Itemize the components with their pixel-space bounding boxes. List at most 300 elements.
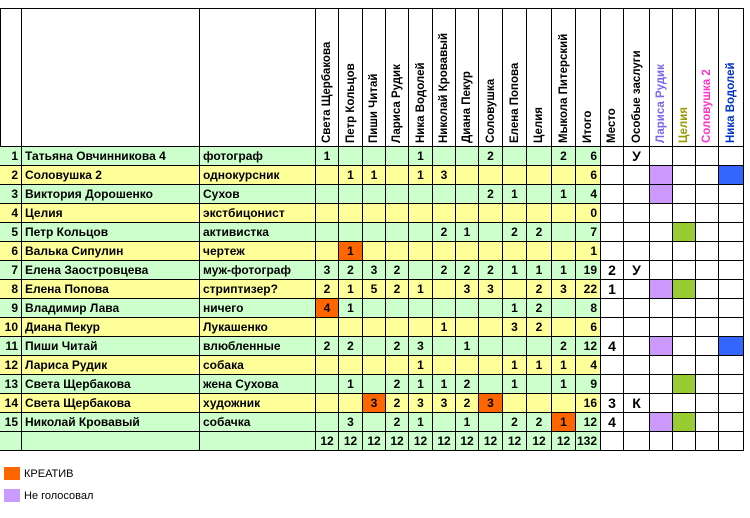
column-header-label: Света Щербакова: [321, 41, 333, 143]
vote-cell: [363, 299, 386, 318]
vote-cell: [527, 185, 552, 204]
total-cell: 19: [576, 261, 601, 280]
row-number: 3: [0, 185, 22, 204]
special-cell: [624, 413, 650, 432]
vote-cell: 1: [527, 356, 552, 375]
vote-cell: [503, 337, 527, 356]
vote-cell: [363, 185, 386, 204]
extra-mark-cell: [650, 242, 673, 261]
extra-mark-cell: [650, 337, 673, 356]
place-cell: [601, 147, 624, 166]
author-name: Елена Заостровцева: [22, 261, 200, 280]
column-header-label: Николай Кровавый: [438, 32, 450, 143]
extra-mark-cell: [673, 223, 696, 242]
extra-mark-cell: [650, 166, 673, 185]
totals-blank-cell: [0, 432, 22, 451]
work-title: фотограф: [200, 147, 316, 166]
work-title: экстбицонист: [200, 204, 316, 223]
author-name: Целия: [22, 204, 200, 223]
vote-cell: 3: [363, 261, 386, 280]
vote-cell: 1: [339, 280, 363, 299]
author-name: Елена Попова: [22, 280, 200, 299]
extra-mark-cell: [696, 394, 719, 413]
extra-mark-cell: [719, 356, 744, 375]
extra-mark-cell: [673, 337, 696, 356]
row-number: 7: [0, 261, 22, 280]
extra-mark-cell: [696, 166, 719, 185]
column-header-extra: [673, 8, 696, 147]
extra-mark-cell: [719, 375, 744, 394]
vote-cell: [433, 185, 456, 204]
row-number: 4: [0, 204, 22, 223]
legend-label: КРЕАТИВ: [24, 467, 74, 480]
vote-cell: [479, 223, 503, 242]
column-header-label: Ника Водолей: [725, 62, 737, 143]
column-total: 12: [503, 432, 527, 451]
column-header-label: Особые заслуги: [630, 50, 643, 143]
vote-cell: [339, 204, 363, 223]
vote-cell: [316, 223, 339, 242]
vote-cell: [339, 356, 363, 375]
column-header-voter: [479, 8, 503, 147]
column-header-label: Место: [606, 108, 618, 143]
column-header-label: Лариса Рудик: [391, 64, 403, 143]
row-number: 14: [0, 394, 22, 413]
row-number: 13: [0, 375, 22, 394]
header-blank-cell: [22, 8, 200, 147]
place-cell: [601, 299, 624, 318]
vote-cell: 1: [363, 166, 386, 185]
work-title: художник: [200, 394, 316, 413]
extra-mark-cell: [696, 223, 719, 242]
vote-cell: [433, 299, 456, 318]
place-cell: 2: [601, 261, 624, 280]
vote-cell: [552, 242, 576, 261]
extra-mark-cell: [719, 185, 744, 204]
vote-cell: 3: [479, 394, 503, 413]
special-cell: К: [624, 394, 650, 413]
vote-cell: [339, 394, 363, 413]
extra-mark-cell: [650, 299, 673, 318]
author-name: Пиши Читай: [22, 337, 200, 356]
vote-cell: [527, 242, 552, 261]
vote-cell: [339, 223, 363, 242]
legend-swatch: [4, 467, 20, 480]
vote-cell: 1: [433, 318, 456, 337]
vote-cell: [386, 242, 409, 261]
vote-cell: 2: [433, 261, 456, 280]
vote-cell: 2: [386, 413, 409, 432]
vote-cell: [386, 185, 409, 204]
work-title: Лукашенко: [200, 318, 316, 337]
work-title: ничего: [200, 299, 316, 318]
total-cell: 1: [576, 242, 601, 261]
vote-cell: [552, 299, 576, 318]
vote-cell: [433, 204, 456, 223]
extra-mark-cell: [673, 166, 696, 185]
column-header-total: [576, 8, 601, 147]
column-header-voter: [339, 8, 363, 147]
total-cell: 6: [576, 147, 601, 166]
vote-cell: [386, 356, 409, 375]
total-cell: 4: [576, 356, 601, 375]
vote-cell: 2: [479, 147, 503, 166]
vote-cell: [479, 242, 503, 261]
vote-cell: 1: [503, 261, 527, 280]
vote-cell: 1: [527, 261, 552, 280]
column-total: 12: [316, 432, 339, 451]
vote-cell: [552, 166, 576, 185]
column-header-voter: [552, 8, 576, 147]
vote-cell: 3: [456, 280, 479, 299]
row-number: 2: [0, 166, 22, 185]
column-header-voter: [433, 8, 456, 147]
author-name: Валька Сипулин: [22, 242, 200, 261]
vote-cell: [339, 318, 363, 337]
place-cell: [601, 318, 624, 337]
totals-blank-cell: [673, 432, 696, 451]
extra-mark-cell: [696, 280, 719, 299]
vote-cell: [527, 166, 552, 185]
vote-cell: [479, 356, 503, 375]
vote-cell: 2: [386, 394, 409, 413]
column-header-voter: [316, 8, 339, 147]
vote-cell: [363, 147, 386, 166]
extra-mark-cell: [650, 280, 673, 299]
special-cell: [624, 299, 650, 318]
column-header-voter: [409, 8, 433, 147]
vote-cell: [456, 147, 479, 166]
vote-cell: [503, 280, 527, 299]
extra-mark-cell: [719, 337, 744, 356]
extra-mark-cell: [650, 223, 673, 242]
total-cell: 12: [576, 337, 601, 356]
column-header-label: Мыкола Питерский: [557, 33, 570, 143]
column-total: 12: [363, 432, 386, 451]
vote-cell: 3: [503, 318, 527, 337]
total-cell: 4: [576, 185, 601, 204]
totals-blank-cell: [719, 432, 744, 451]
work-title: собака: [200, 356, 316, 375]
vote-cell: 1: [409, 280, 433, 299]
row-number: 10: [0, 318, 22, 337]
vote-cell: 2: [552, 337, 576, 356]
row-number: 6: [0, 242, 22, 261]
vote-cell: [456, 242, 479, 261]
vote-cell: 3: [433, 166, 456, 185]
vote-cell: [363, 204, 386, 223]
place-cell: 4: [601, 413, 624, 432]
column-header-place: [601, 8, 624, 147]
vote-cell: [363, 223, 386, 242]
vote-cell: 3: [339, 413, 363, 432]
totals-blank-cell: [22, 432, 200, 451]
vote-cell: 2: [386, 375, 409, 394]
extra-mark-cell: [719, 147, 744, 166]
row-number: 1: [0, 147, 22, 166]
extra-mark-cell: [673, 318, 696, 337]
vote-cell: [409, 242, 433, 261]
vote-cell: [527, 375, 552, 394]
extra-mark-cell: [673, 375, 696, 394]
vote-cell: [433, 147, 456, 166]
place-cell: [601, 223, 624, 242]
row-number: 5: [0, 223, 22, 242]
total-cell: 6: [576, 166, 601, 185]
legend-item: [4, 489, 93, 502]
extra-mark-cell: [696, 299, 719, 318]
extra-mark-cell: [719, 242, 744, 261]
vote-cell: 3: [316, 261, 339, 280]
work-title: однокурсник: [200, 166, 316, 185]
special-cell: У: [624, 261, 650, 280]
vote-cell: [456, 356, 479, 375]
vote-cell: [456, 204, 479, 223]
extra-mark-cell: [650, 375, 673, 394]
author-name: Диана Пекур: [22, 318, 200, 337]
total-cell: 16: [576, 394, 601, 413]
vote-cell: [479, 166, 503, 185]
extra-mark-cell: [650, 413, 673, 432]
vote-cell: 1: [503, 356, 527, 375]
column-header-label: Елена Попова: [508, 62, 521, 143]
column-header-extra: [650, 8, 673, 147]
vote-cell: [503, 147, 527, 166]
extra-mark-cell: [650, 394, 673, 413]
work-title: Сухов: [200, 185, 316, 204]
place-cell: [601, 185, 624, 204]
special-cell: [624, 318, 650, 337]
totals-blank-cell: [624, 432, 650, 451]
vote-cell: 1: [552, 261, 576, 280]
vote-cell: 1: [316, 147, 339, 166]
vote-cell: 3: [363, 394, 386, 413]
vote-cell: 1: [552, 413, 576, 432]
vote-cell: [363, 356, 386, 375]
vote-cell: [456, 299, 479, 318]
extra-mark-cell: [696, 413, 719, 432]
vote-cell: [316, 413, 339, 432]
grand-total: 132: [576, 432, 601, 451]
vote-cell: 2: [339, 261, 363, 280]
vote-cell: [503, 204, 527, 223]
vote-cell: [409, 299, 433, 318]
vote-cell: [363, 318, 386, 337]
vote-cell: 2: [527, 413, 552, 432]
vote-cell: 2: [456, 394, 479, 413]
vote-cell: [316, 185, 339, 204]
vote-cell: [479, 299, 503, 318]
extra-mark-cell: [719, 299, 744, 318]
column-total: 12: [527, 432, 552, 451]
special-cell: [624, 375, 650, 394]
vote-cell: 2: [456, 375, 479, 394]
author-name: Соловушка 2: [22, 166, 200, 185]
special-cell: [624, 166, 650, 185]
column-total: 12: [433, 432, 456, 451]
column-header-label: Ника Водолей: [414, 62, 427, 143]
author-name: Лариса Рудик: [22, 356, 200, 375]
vote-cell: [409, 223, 433, 242]
extra-mark-cell: [650, 356, 673, 375]
extra-mark-cell: [673, 147, 696, 166]
vote-cell: [433, 242, 456, 261]
vote-cell: [456, 166, 479, 185]
vote-cell: [479, 337, 503, 356]
place-cell: [601, 166, 624, 185]
work-title: стриптизер?: [200, 280, 316, 299]
vote-cell: [316, 242, 339, 261]
special-cell: [624, 223, 650, 242]
vote-cell: 1: [409, 413, 433, 432]
vote-cell: 2: [552, 147, 576, 166]
row-number: 8: [0, 280, 22, 299]
vote-cell: 2: [527, 318, 552, 337]
extra-mark-cell: [719, 261, 744, 280]
row-number: 9: [0, 299, 22, 318]
work-title: чертеж: [200, 242, 316, 261]
vote-cell: 2: [386, 261, 409, 280]
author-name: Света Щербакова: [22, 375, 200, 394]
extra-mark-cell: [650, 147, 673, 166]
vote-cell: 2: [456, 261, 479, 280]
extra-mark-cell: [696, 356, 719, 375]
special-cell: [624, 356, 650, 375]
extra-mark-cell: [719, 223, 744, 242]
vote-cell: [433, 280, 456, 299]
extra-mark-cell: [673, 413, 696, 432]
vote-cell: [316, 394, 339, 413]
extra-mark-cell: [673, 185, 696, 204]
totals-blank-cell: [696, 432, 719, 451]
vote-cell: 2: [386, 280, 409, 299]
vote-cell: [386, 204, 409, 223]
column-total: 12: [552, 432, 576, 451]
column-header-extra: [696, 8, 719, 147]
column-header-label: Пиши Читай: [368, 73, 380, 143]
row-number: 11: [0, 337, 22, 356]
total-cell: 7: [576, 223, 601, 242]
vote-cell: [503, 394, 527, 413]
vote-cell: 1: [503, 185, 527, 204]
vote-cell: 1: [339, 299, 363, 318]
column-total: 12: [409, 432, 433, 451]
column-total: 12: [456, 432, 479, 451]
vote-cell: [527, 147, 552, 166]
column-header-voter: [363, 8, 386, 147]
author-name: Татьяна Овчинникова 4: [22, 147, 200, 166]
vote-cell: [552, 318, 576, 337]
vote-cell: 2: [503, 223, 527, 242]
header-blank-cell: [200, 8, 316, 147]
vote-cell: 1: [409, 356, 433, 375]
column-total: 12: [339, 432, 363, 451]
vote-cell: [552, 204, 576, 223]
totals-blank-cell: [200, 432, 316, 451]
column-header-label: Итого: [582, 110, 594, 143]
place-cell: 3: [601, 394, 624, 413]
vote-cell: [527, 394, 552, 413]
extra-mark-cell: [696, 204, 719, 223]
vote-cell: 2: [386, 337, 409, 356]
vote-cell: 1: [409, 166, 433, 185]
vote-cell: 1: [503, 299, 527, 318]
vote-cell: [433, 356, 456, 375]
vote-cell: [316, 204, 339, 223]
author-name: Петр Кольцов: [22, 223, 200, 242]
vote-cell: [456, 318, 479, 337]
column-header-label: Соловушка 2: [701, 69, 713, 143]
extra-mark-cell: [696, 261, 719, 280]
extra-mark-cell: [719, 204, 744, 223]
header-blank-cell: [0, 8, 22, 147]
totals-blank-cell: [601, 432, 624, 451]
column-header-label: Целия: [678, 106, 690, 143]
column-total: 12: [386, 432, 409, 451]
work-title: муж-фотограф: [200, 261, 316, 280]
vote-cell: 1: [552, 375, 576, 394]
special-cell: [624, 337, 650, 356]
extra-mark-cell: [673, 394, 696, 413]
vote-cell: [409, 185, 433, 204]
column-header-label: Целия: [533, 106, 545, 143]
extra-mark-cell: [673, 280, 696, 299]
vote-cell: [386, 223, 409, 242]
vote-cell: [433, 413, 456, 432]
vote-cell: [339, 185, 363, 204]
work-title: активистка: [200, 223, 316, 242]
place-cell: 1: [601, 280, 624, 299]
vote-cell: [316, 375, 339, 394]
vote-cell: 1: [409, 147, 433, 166]
extra-mark-cell: [719, 280, 744, 299]
vote-cell: [503, 242, 527, 261]
vote-cell: [433, 337, 456, 356]
vote-cell: [363, 242, 386, 261]
extra-mark-cell: [719, 166, 744, 185]
vote-cell: [479, 375, 503, 394]
column-header-voter: [527, 8, 552, 147]
special-cell: У: [624, 147, 650, 166]
totals-blank-cell: [650, 432, 673, 451]
column-header-label: Лариса Рудик: [655, 64, 667, 143]
vote-cell: [386, 147, 409, 166]
vote-cell: 1: [339, 242, 363, 261]
total-cell: 9: [576, 375, 601, 394]
vote-cell: 2: [339, 337, 363, 356]
extra-mark-cell: [650, 185, 673, 204]
vote-cell: 3: [409, 337, 433, 356]
vote-cell: [409, 261, 433, 280]
special-cell: [624, 204, 650, 223]
extra-mark-cell: [696, 185, 719, 204]
work-title: жена Сухова: [200, 375, 316, 394]
place-cell: [601, 242, 624, 261]
row-number: 15: [0, 413, 22, 432]
vote-cell: [316, 318, 339, 337]
extra-mark-cell: [696, 375, 719, 394]
total-cell: 0: [576, 204, 601, 223]
vote-cell: 1: [552, 185, 576, 204]
author-name: Николай Кровавый: [22, 413, 200, 432]
vote-cell: 1: [339, 166, 363, 185]
vote-cell: [552, 223, 576, 242]
vote-cell: [409, 204, 433, 223]
author-name: Света Щербакова: [22, 394, 200, 413]
vote-cell: [552, 394, 576, 413]
column-header-extra: [719, 8, 744, 147]
column-header-label: Петр Кольцов: [344, 63, 357, 143]
